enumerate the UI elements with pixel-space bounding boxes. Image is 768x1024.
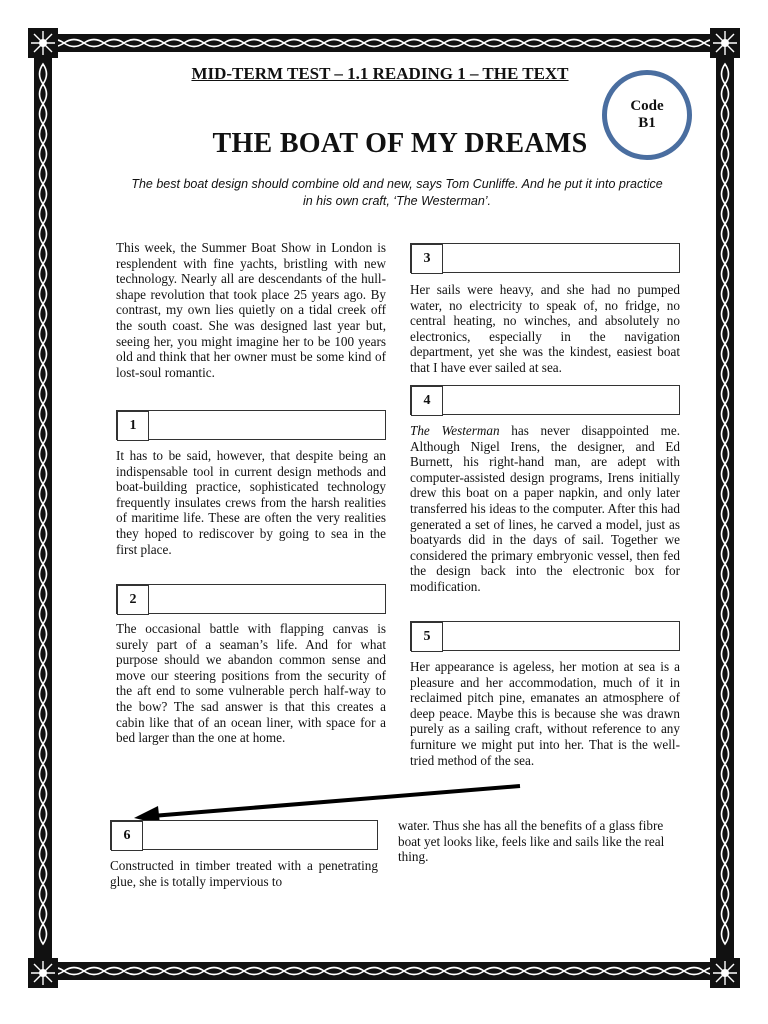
paragraph-after-gap-3: Her sails were heavy, and she had no pumped water, no electricity to speak of, no fridge, no central heating, no winches, and absolutely no electronics, especially in the navigation department, yet she was the kindest, easiest boat that I have ever sailed at sea. bbox=[410, 282, 680, 375]
gap-number-5: 5 bbox=[411, 622, 443, 652]
subtitle-line-1: The best boat design should combine old and new, says Tom Cunliffe. And he put it into practice bbox=[131, 177, 663, 191]
border-left bbox=[34, 34, 52, 980]
border-top bbox=[34, 34, 734, 52]
corner-ornament-top-right bbox=[710, 28, 740, 58]
gap-number-4: 4 bbox=[411, 386, 443, 416]
paragraph-after-gap-5: Her appearance is ageless, her motion at sea is a pleasure and her accommodation, much of it in reclaimed pitch pine, emanates an atmosphere of deep peace. Maybe this is because she was drawn purely as a sailing craft, without reference to any furniture we might put into her. That is the well-tried method of the sea. bbox=[410, 659, 680, 768]
continuation-paragraph: water. Thus she has all the benefits of a glass fibre boat yet looks like, feels like and sails like the real thing. bbox=[398, 818, 665, 865]
intro-paragraph: This week, the Summer Boat Show in London is resplendent with fine yachts, bristling with new technology. Nearly all are descendants of the hull-shape revolution that took place 25 years ago. By contrast, my own lies quietly on a tidal creek off the south coast. She was designed last year but, seeing her, you might imagine her to be 100 years old and think that her owner must be some kind of lost-soul romantic. bbox=[116, 240, 386, 380]
article-title: THE BOAT OF MY DREAMS bbox=[212, 128, 588, 159]
article-subtitle bbox=[112, 176, 682, 210]
subtitle-line-2: in his own craft, ‘The Westerman’. bbox=[302, 194, 492, 208]
paragraph-after-gap-2: The occasional battle with flapping canvas is surely part of a seaman’s life. And for what purpose should we abandon common sense and move our steering positions from the security of the aft end to some vulnerable perch half-way to the bow? The sad answer is that this creates a cabin like that of an ocean liner, with space for a bed larger than the one at home. bbox=[116, 621, 386, 746]
paragraph-after-gap-6: Constructed in timber treated with a penetrating glue, she is totally impervious to bbox=[110, 858, 378, 889]
gap-box-5[interactable] bbox=[410, 621, 680, 651]
gap-box-4[interactable] bbox=[410, 385, 680, 415]
gap-number-6: 6 bbox=[111, 821, 143, 851]
corner-ornament-bottom-left bbox=[28, 958, 58, 988]
border-right bbox=[716, 34, 734, 980]
gap-box-3[interactable] bbox=[410, 243, 680, 273]
gap-box-6[interactable] bbox=[110, 820, 378, 850]
code-label: Code bbox=[630, 98, 664, 114]
corner-ornament-bottom-right bbox=[710, 958, 740, 988]
gap-number-1: 1 bbox=[117, 411, 149, 441]
gap-number-2: 2 bbox=[117, 585, 149, 615]
boat-name-italic: The Westerman bbox=[410, 423, 500, 438]
paragraph-after-gap-1: It has to be said, however, that despite being an indispensable tool in current design methods and boat-building practice, sophisticated technology frequently insulates crews from the harsh realities of maritime life. These are often the very realities they hoped to rediscover by going to sea in the first place. bbox=[116, 448, 386, 557]
gap-box-2[interactable] bbox=[116, 584, 386, 614]
paragraph-4-text: has never disappointed me. Although Nigel Irens, the designer, and Ed Burnett, his right-hand man, are adept with computer-assisted design programs, Irens initially drew this boat on a paper napkin, and only later transferred his ideas to the computer. After this had generated a set of lines, he carved a model, just as boatyards did in the days of sail. Together we considered the primary embryonic vessel, then fed the design back into the electronic box for modification. bbox=[410, 423, 680, 594]
test-title: MID-TERM TEST – 1.1 READING 1 – THE TEXT bbox=[191, 64, 569, 83]
code-value: B1 bbox=[638, 115, 656, 131]
gap-box-1[interactable] bbox=[116, 410, 386, 440]
border-bottom bbox=[34, 962, 734, 980]
paragraph-after-gap-4 bbox=[410, 423, 680, 595]
gap-number-3: 3 bbox=[411, 244, 443, 274]
corner-ornament-top-left bbox=[28, 28, 58, 58]
